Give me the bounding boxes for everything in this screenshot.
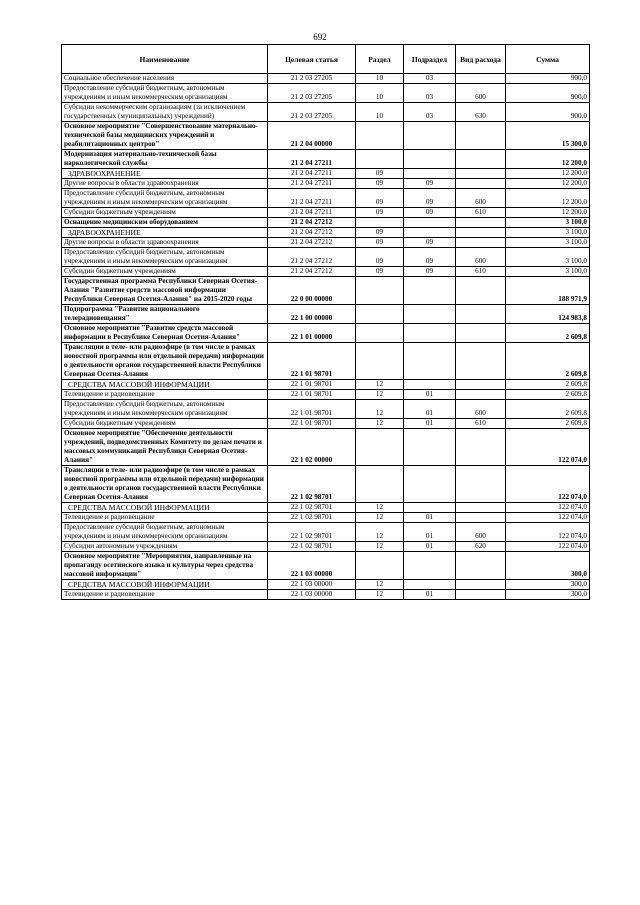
row-subsection bbox=[404, 429, 456, 466]
row-name: Телевидение и радиовещание bbox=[62, 590, 268, 600]
table-row bbox=[62, 523, 590, 542]
row-subsection bbox=[404, 169, 456, 179]
row-amount: 12 200,0 bbox=[506, 189, 590, 208]
row-subsection: 03 bbox=[404, 103, 456, 122]
row-expense-type bbox=[456, 429, 506, 466]
row-target-code: 22 1 01 98701 bbox=[268, 419, 356, 429]
row-target-code: 21 2 04 27212 bbox=[268, 267, 356, 277]
row-name: СРЕДСТВА МАССОВОЙ ИНФОРМАЦИИ bbox=[62, 380, 268, 390]
row-expense-type bbox=[456, 513, 506, 523]
table-row bbox=[62, 503, 590, 513]
row-section bbox=[356, 277, 404, 305]
header-target-code: Целевая статья bbox=[268, 45, 356, 74]
row-subsection bbox=[404, 324, 456, 343]
row-name: Субсидии бюджетным учреждениям bbox=[62, 208, 268, 218]
row-target-code: 22 1 01 98701 bbox=[268, 400, 356, 419]
row-target-code: 22 0 00 00000 bbox=[268, 277, 356, 305]
row-name: Субсидии автономным учреждениям bbox=[62, 542, 268, 552]
row-expense-type: 600 bbox=[456, 248, 506, 267]
row-amount: 15 300,0 bbox=[506, 122, 590, 150]
row-amount: 2 609,8 bbox=[506, 419, 590, 429]
row-section: 12 bbox=[356, 542, 404, 552]
row-expense-type: 600 bbox=[456, 84, 506, 103]
row-target-code: 21 2 03 27205 bbox=[268, 84, 356, 103]
row-amount: 3 100,0 bbox=[506, 218, 590, 228]
row-expense-type bbox=[456, 580, 506, 590]
row-name: Телевидение и радиовещание bbox=[62, 513, 268, 523]
row-name: Основное мероприятие "Обеспечение деятельности учреждений, подведомственных Комитету по делам печати и массовых коммуникаций Республики Северная Осетия-Алания" bbox=[62, 429, 268, 466]
row-expense-type bbox=[456, 218, 506, 228]
row-subsection bbox=[404, 150, 456, 169]
row-section bbox=[356, 343, 404, 380]
row-target-code: 21 2 04 27211 bbox=[268, 179, 356, 189]
row-section: 10 bbox=[356, 84, 404, 103]
row-name: Предоставление субсидий бюджетным, автономным учреждениям и иным некоммерческим организациям bbox=[62, 400, 268, 419]
row-amount: 188 971,9 bbox=[506, 277, 590, 305]
row-section: 09 bbox=[356, 228, 404, 238]
row-expense-type: 610 bbox=[456, 267, 506, 277]
table-row bbox=[62, 218, 590, 228]
table-row bbox=[62, 277, 590, 305]
table-row bbox=[62, 590, 590, 600]
table-row bbox=[62, 324, 590, 343]
row-amount: 12 200,0 bbox=[506, 169, 590, 179]
row-section bbox=[356, 218, 404, 228]
row-section bbox=[356, 305, 404, 324]
row-subsection: 01 bbox=[404, 419, 456, 429]
row-target-code: 22 1 01 00000 bbox=[268, 324, 356, 343]
row-section: 09 bbox=[356, 248, 404, 267]
row-subsection bbox=[404, 305, 456, 324]
row-amount: 12 200,0 bbox=[506, 179, 590, 189]
row-subsection: 01 bbox=[404, 590, 456, 600]
row-section: 09 bbox=[356, 179, 404, 189]
row-target-code: 22 1 02 00000 bbox=[268, 429, 356, 466]
row-subsection: 09 bbox=[404, 179, 456, 189]
row-amount: 12 200,0 bbox=[506, 208, 590, 218]
table-row bbox=[62, 228, 590, 238]
row-expense-type bbox=[456, 277, 506, 305]
row-target-code: 21 2 04 27211 bbox=[268, 189, 356, 208]
row-name: СРЕДСТВА МАССОВОЙ ИНФОРМАЦИИ bbox=[62, 580, 268, 590]
row-target-code: 21 2 04 27211 bbox=[268, 169, 356, 179]
row-subsection bbox=[404, 552, 456, 580]
table-row bbox=[62, 150, 590, 169]
row-subsection bbox=[404, 343, 456, 380]
row-target-code: 21 2 04 27211 bbox=[268, 150, 356, 169]
row-expense-type bbox=[456, 590, 506, 600]
row-section bbox=[356, 150, 404, 169]
row-amount: 900,0 bbox=[506, 103, 590, 122]
row-expense-type: 610 bbox=[456, 419, 506, 429]
table-row bbox=[62, 419, 590, 429]
row-amount: 3 100,0 bbox=[506, 228, 590, 238]
header-name: Наименование bbox=[62, 45, 268, 74]
row-expense-type bbox=[456, 324, 506, 343]
row-section: 09 bbox=[356, 267, 404, 277]
row-amount: 2 609,8 bbox=[506, 324, 590, 343]
row-section: 09 bbox=[356, 189, 404, 208]
row-expense-type bbox=[456, 74, 506, 84]
row-expense-type bbox=[456, 380, 506, 390]
row-amount: 122 074,0 bbox=[506, 429, 590, 466]
row-name: ЗДРАВООХРАНЕНИЕ bbox=[62, 228, 268, 238]
table-row bbox=[62, 169, 590, 179]
row-section: 12 bbox=[356, 380, 404, 390]
row-name: СРЕДСТВА МАССОВОЙ ИНФОРМАЦИИ bbox=[62, 503, 268, 513]
row-subsection: 09 bbox=[404, 208, 456, 218]
table-row bbox=[62, 552, 590, 580]
row-section: 12 bbox=[356, 590, 404, 600]
row-subsection bbox=[404, 466, 456, 503]
row-amount: 900,0 bbox=[506, 74, 590, 84]
row-amount: 3 100,0 bbox=[506, 238, 590, 248]
row-amount: 2 609,8 bbox=[506, 400, 590, 419]
row-target-code: 21 2 04 27212 bbox=[268, 238, 356, 248]
row-target-code: 22 1 03 00000 bbox=[268, 590, 356, 600]
row-target-code: 21 2 04 27212 bbox=[268, 228, 356, 238]
row-expense-type bbox=[456, 122, 506, 150]
row-name: Другие вопросы в области здравоохранения bbox=[62, 179, 268, 189]
table-row bbox=[62, 84, 590, 103]
row-expense-type bbox=[456, 169, 506, 179]
table-row bbox=[62, 122, 590, 150]
table-body bbox=[62, 74, 590, 600]
row-target-code: 22 1 02 98701 bbox=[268, 466, 356, 503]
row-amount: 300,0 bbox=[506, 552, 590, 580]
row-subsection: 09 bbox=[404, 267, 456, 277]
table-row bbox=[62, 238, 590, 248]
table-row bbox=[62, 542, 590, 552]
row-section: 10 bbox=[356, 74, 404, 84]
table-row bbox=[62, 513, 590, 523]
row-subsection: 03 bbox=[404, 84, 456, 103]
header-expense-type: Вид расхода bbox=[456, 45, 506, 74]
row-target-code: 22 1 00 00000 bbox=[268, 305, 356, 324]
row-name: Субсидии бюджетным учреждениям bbox=[62, 267, 268, 277]
row-section: 12 bbox=[356, 503, 404, 513]
row-section: 12 bbox=[356, 419, 404, 429]
table-row bbox=[62, 580, 590, 590]
row-amount: 2 609,8 bbox=[506, 380, 590, 390]
row-subsection bbox=[404, 380, 456, 390]
table-row bbox=[62, 466, 590, 503]
row-expense-type bbox=[456, 390, 506, 400]
page-number: 692 bbox=[313, 32, 327, 42]
row-section: 12 bbox=[356, 400, 404, 419]
row-subsection bbox=[404, 277, 456, 305]
header-amount: Сумма bbox=[506, 45, 590, 74]
row-expense-type: 600 bbox=[456, 400, 506, 419]
table-row bbox=[62, 179, 590, 189]
row-name: Предоставление субсидий бюджетным, автономным учреждениям и иным некоммерческим организациям bbox=[62, 523, 268, 542]
row-expense-type bbox=[456, 179, 506, 189]
row-name: Подпрограмма "Развитие национального телерадиовещания" bbox=[62, 305, 268, 324]
row-section bbox=[356, 429, 404, 466]
row-name: Социальное обеспечение населения bbox=[62, 74, 268, 84]
row-amount: 2 609,8 bbox=[506, 343, 590, 380]
row-name: Основное мероприятие "Развитие средств массовой информации в Республике Северная Осетия-Алания" bbox=[62, 324, 268, 343]
row-expense-type bbox=[456, 466, 506, 503]
row-amount: 900,0 bbox=[506, 84, 590, 103]
row-subsection bbox=[404, 228, 456, 238]
row-subsection: 09 bbox=[404, 248, 456, 267]
row-subsection: 03 bbox=[404, 74, 456, 84]
row-target-code: 22 1 02 98701 bbox=[268, 523, 356, 542]
row-subsection: 09 bbox=[404, 238, 456, 248]
row-amount: 300,0 bbox=[506, 590, 590, 600]
row-section: 12 bbox=[356, 580, 404, 590]
row-amount: 3 100,0 bbox=[506, 248, 590, 267]
row-subsection: 01 bbox=[404, 513, 456, 523]
row-expense-type bbox=[456, 503, 506, 513]
row-section: 12 bbox=[356, 523, 404, 542]
budget-table bbox=[61, 44, 590, 600]
row-section bbox=[356, 324, 404, 343]
row-name: Предоставление субсидий бюджетным, автономным учреждениям и иным некоммерческим организациям bbox=[62, 84, 268, 103]
table-row bbox=[62, 267, 590, 277]
row-expense-type: 600 bbox=[456, 189, 506, 208]
row-subsection: 01 bbox=[404, 523, 456, 542]
table-row bbox=[62, 429, 590, 466]
row-amount: 122 074,0 bbox=[506, 466, 590, 503]
row-target-code: 22 1 03 00000 bbox=[268, 580, 356, 590]
row-name: Предоставление субсидий бюджетным, автономным учреждениям и иным некоммерческим организациям bbox=[62, 248, 268, 267]
header-section: Раздел bbox=[356, 45, 404, 74]
row-target-code: 22 1 02 98701 bbox=[268, 513, 356, 523]
row-amount: 3 100,0 bbox=[506, 267, 590, 277]
row-expense-type bbox=[456, 343, 506, 380]
table-row bbox=[62, 400, 590, 419]
row-target-code: 22 1 02 98701 bbox=[268, 542, 356, 552]
header-subsection: Подраздел bbox=[404, 45, 456, 74]
row-name: Другие вопросы в области здравоохранения bbox=[62, 238, 268, 248]
row-target-code: 22 1 01 98701 bbox=[268, 390, 356, 400]
row-name: Оснащение медицинским оборудованием bbox=[62, 218, 268, 228]
table-row bbox=[62, 103, 590, 122]
row-name: Основное мероприятие "Совершенствование материально-технической базы медицинских учреждений и реабилитационных центров" bbox=[62, 122, 268, 150]
row-section: 09 bbox=[356, 208, 404, 218]
table-header-row bbox=[62, 45, 590, 74]
row-subsection bbox=[404, 122, 456, 150]
row-expense-type: 630 bbox=[456, 103, 506, 122]
row-expense-type bbox=[456, 552, 506, 580]
row-subsection bbox=[404, 503, 456, 513]
row-expense-type: 600 bbox=[456, 523, 506, 542]
row-section: 12 bbox=[356, 390, 404, 400]
row-target-code: 22 1 03 00000 bbox=[268, 552, 356, 580]
row-expense-type bbox=[456, 150, 506, 169]
row-section bbox=[356, 552, 404, 580]
row-name: Государственная программа Республики Северная Осетия-Алания "Развитие средств массовой информации Республики Северная Осетия-Алания" на 2015-2020 годы bbox=[62, 277, 268, 305]
row-target-code: 21 2 03 27205 bbox=[268, 74, 356, 84]
row-target-code: 21 2 04 27212 bbox=[268, 218, 356, 228]
row-target-code: 21 2 03 27205 bbox=[268, 103, 356, 122]
row-expense-type bbox=[456, 238, 506, 248]
row-subsection: 01 bbox=[404, 542, 456, 552]
table-row bbox=[62, 189, 590, 208]
row-section: 09 bbox=[356, 169, 404, 179]
row-target-code: 21 2 04 27212 bbox=[268, 248, 356, 267]
row-subsection bbox=[404, 218, 456, 228]
row-subsection bbox=[404, 580, 456, 590]
table-row bbox=[62, 390, 590, 400]
row-expense-type: 620 bbox=[456, 542, 506, 552]
row-name: Трансляции в теле- или радиоэфире (в том числе в рамках новостной программы или отдельной передачи) информации о деятельности органов государственной власти Республики Северная Осетия-Алания bbox=[62, 343, 268, 380]
row-amount: 122 074,0 bbox=[506, 542, 590, 552]
row-section: 12 bbox=[356, 513, 404, 523]
row-amount: 2 609,8 bbox=[506, 390, 590, 400]
row-amount: 122 074,0 bbox=[506, 503, 590, 513]
row-name: Предоставление субсидий бюджетным, автономным учреждениям и иным некоммерческим организациям bbox=[62, 189, 268, 208]
row-amount: 300,0 bbox=[506, 580, 590, 590]
row-name: Модернизация материально-технической базы наркологической службы bbox=[62, 150, 268, 169]
row-expense-type: 610 bbox=[456, 208, 506, 218]
row-amount: 12 200,0 bbox=[506, 150, 590, 169]
table-row bbox=[62, 380, 590, 390]
row-amount: 124 983,8 bbox=[506, 305, 590, 324]
row-subsection: 01 bbox=[404, 390, 456, 400]
row-section: 09 bbox=[356, 238, 404, 248]
row-subsection: 09 bbox=[404, 189, 456, 208]
row-name: Субсидии бюджетным учреждениям bbox=[62, 419, 268, 429]
row-target-code: 22 1 01 98701 bbox=[268, 380, 356, 390]
row-amount: 122 074,0 bbox=[506, 523, 590, 542]
row-target-code: 22 1 02 98701 bbox=[268, 503, 356, 513]
row-section bbox=[356, 122, 404, 150]
table-row bbox=[62, 74, 590, 84]
row-subsection: 01 bbox=[404, 400, 456, 419]
row-target-code: 21 2 04 00000 bbox=[268, 122, 356, 150]
row-section: 10 bbox=[356, 103, 404, 122]
row-section bbox=[356, 466, 404, 503]
row-target-code: 21 2 04 27211 bbox=[268, 208, 356, 218]
row-expense-type bbox=[456, 228, 506, 238]
row-name: Основное мероприятие "Мероприятия, направленные на пропаганду осетинского языка и культуры через средства массовой информации" bbox=[62, 552, 268, 580]
row-name: ЗДРАВООХРАНЕНИЕ bbox=[62, 169, 268, 179]
row-name: Субсидии некоммерческим организациям (за исключением государственных (муниципальных) учреждений) bbox=[62, 103, 268, 122]
table-row bbox=[62, 248, 590, 267]
row-name: Трансляции в теле- или радиоэфире (в том числе в рамках новостной программы или отдельной передачи) информации о деятельности органов государственной власти Республики Северная Осетия-Алания bbox=[62, 466, 268, 503]
table-row bbox=[62, 208, 590, 218]
row-name: Телевидение и радиовещание bbox=[62, 390, 268, 400]
table-row bbox=[62, 305, 590, 324]
row-expense-type bbox=[456, 305, 506, 324]
row-amount: 122 074,0 bbox=[506, 513, 590, 523]
table-row bbox=[62, 343, 590, 380]
row-target-code: 22 1 01 98701 bbox=[268, 343, 356, 380]
